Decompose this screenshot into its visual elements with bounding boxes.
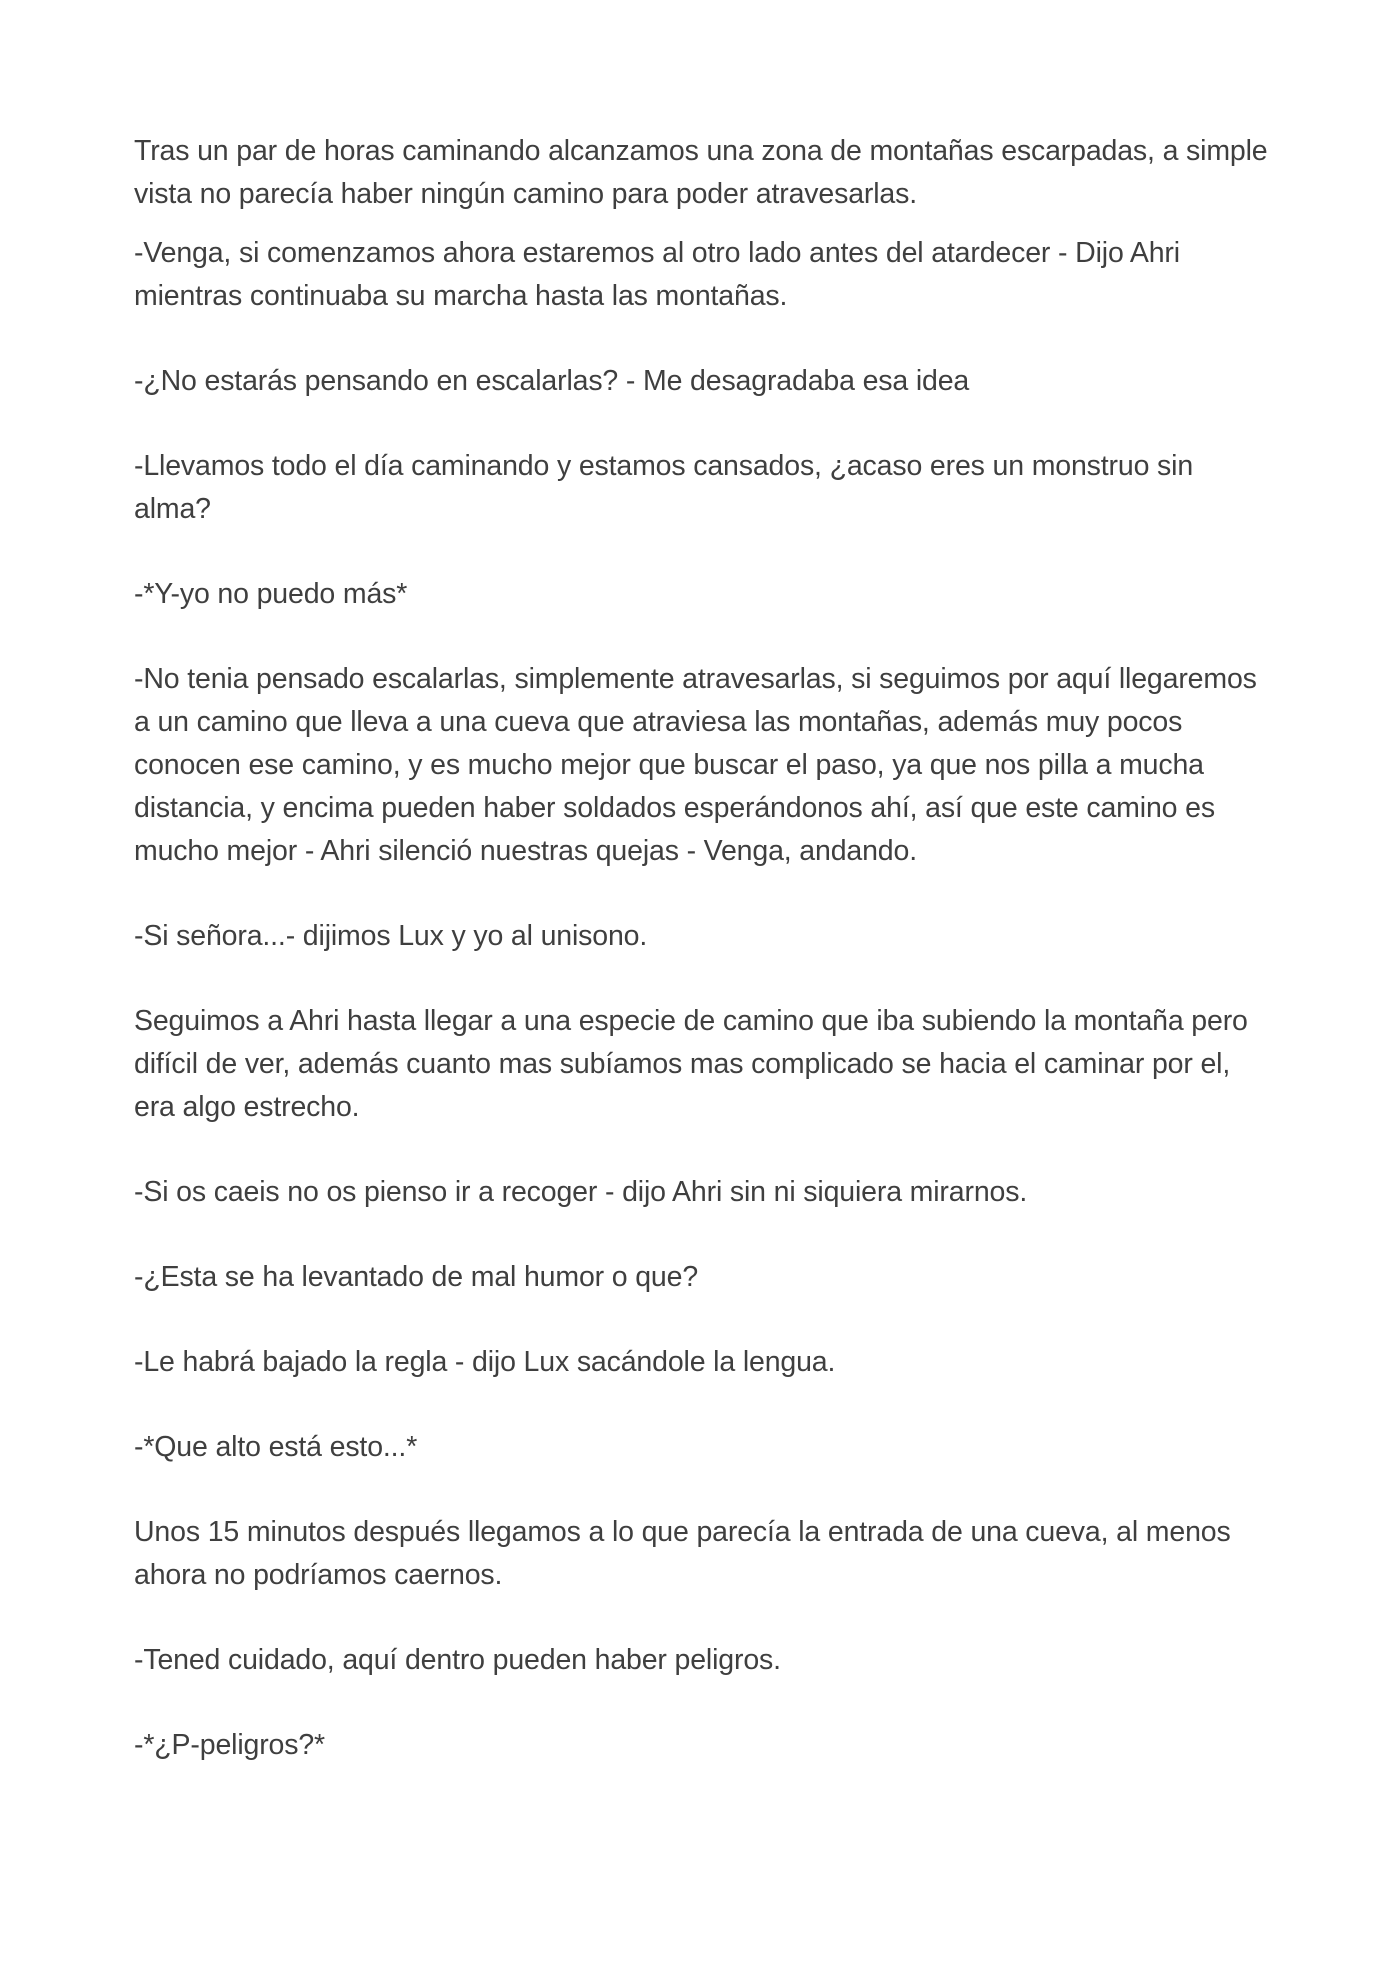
paragraph-6: -No tenia pensado escalarlas, simplemente atravesarlas, si seguimos por aquí llegaremos a un camino que lleva a una cueva que atraviesa las montañas, además muy pocos conocen ese camino, y es mucho mejor que buscar el paso, ya que nos pilla a mucha distancia, y encima pueden haber soldados esperándonos ahí, así que este camino es mucho mejor - Ahri silenció nuestras quejas - Venga, andando. bbox=[134, 663, 1257, 867]
paragraph-7: -Si señora...- dijimos Lux y yo al unisono. bbox=[134, 920, 648, 952]
story-text bbox=[134, 130, 1274, 1767]
paragraph-4: -Llevamos todo el día caminando y estamos cansados, ¿acaso eres un monstruo sin alma? bbox=[134, 450, 1194, 525]
paragraph-11: -Le habrá bajado la regla - dijo Lux sacándole la lengua. bbox=[134, 1346, 836, 1378]
paragraph-12: -*Que alto está esto...* bbox=[134, 1431, 418, 1463]
paragraph-14: -Tened cuidado, aquí dentro pueden haber peligros. bbox=[134, 1644, 781, 1676]
paragraph-15: -*¿P-peligros?* bbox=[134, 1729, 325, 1761]
paragraph-2: -Venga, si comenzamos ahora estaremos al otro lado antes del atardecer - Dijo Ahri mientras continuaba su marcha hasta las montañas. bbox=[134, 237, 1180, 312]
paragraph-13: Unos 15 minutos después llegamos a lo que parecía la entrada de una cueva, al menos ahora no podríamos caernos. bbox=[134, 1516, 1231, 1591]
paragraph-5: -*Y-yo no puedo más* bbox=[134, 578, 408, 610]
paragraph-1: Tras un par de horas caminando alcanzamos una zona de montañas escarpadas, a simple vista no parecía haber ningún camino para poder atravesarlas. bbox=[134, 135, 1268, 210]
paragraph-10: -¿Esta se ha levantado de mal humor o que? bbox=[134, 1261, 699, 1293]
paragraph-8: Seguimos a Ahri hasta llegar a una especie de camino que iba subiendo la montaña pero difícil de ver, además cuanto mas subíamos mas complicado se hacia el caminar por el, era algo estrecho. bbox=[134, 1005, 1248, 1123]
paragraph-3: -¿No estarás pensando en escalarlas? - Me desagradaba esa idea bbox=[134, 365, 970, 397]
paragraph-9: -Si os caeis no os pienso ir a recoger - dijo Ahri sin ni siquiera mirarnos. bbox=[134, 1176, 1028, 1208]
